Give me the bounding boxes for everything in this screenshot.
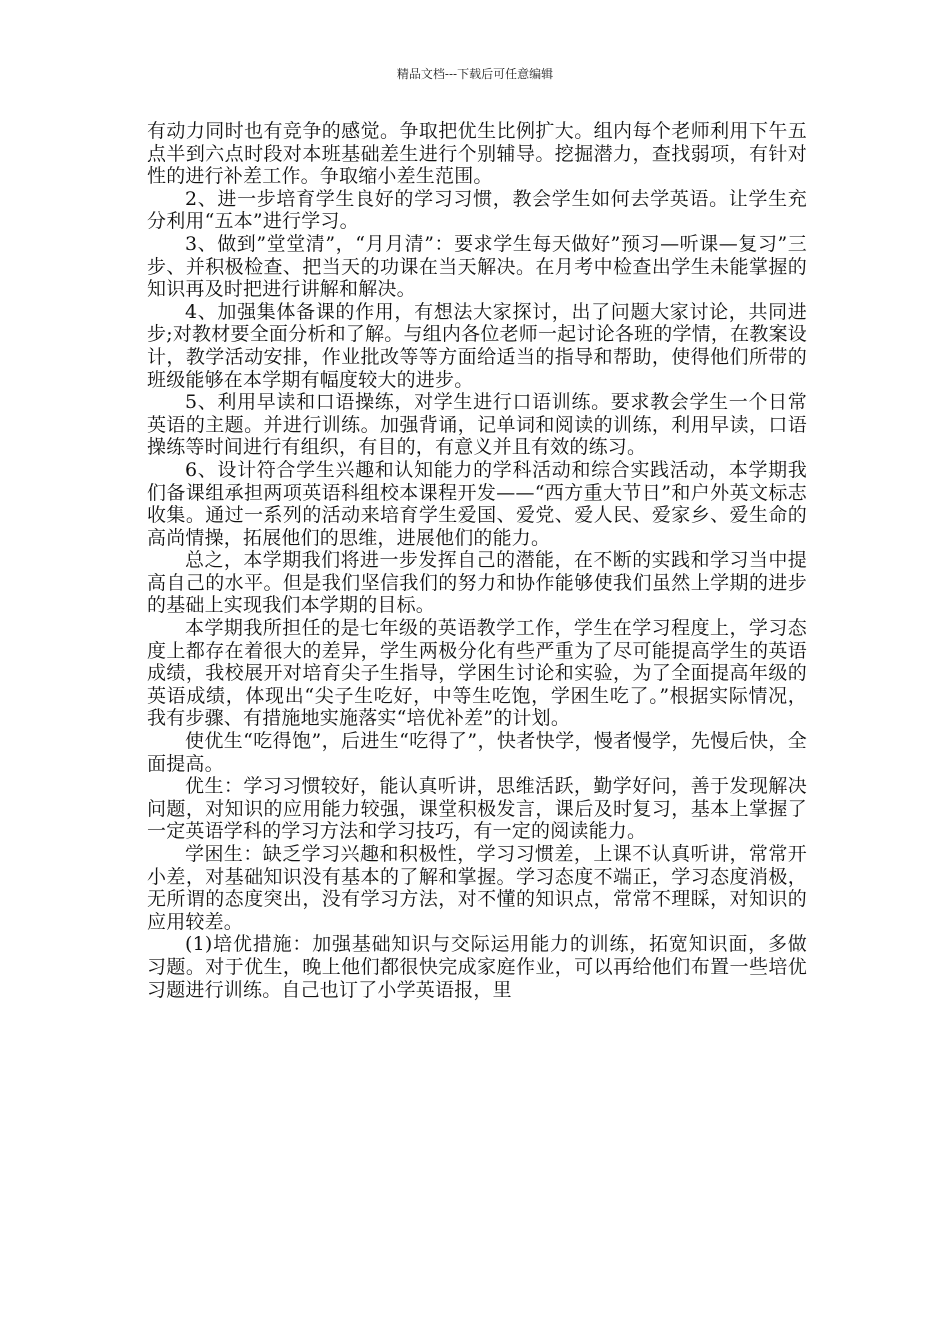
paragraph-2: 2、进一步培育学生良好的学习习惯，教会学生如何去学英语。让学生充分利用“五本”进行学习。 [147, 187, 807, 233]
paragraph-3: 3、做到”堂堂清”，“月月清”：要求学生每天做好”预习—听课—复习”三步、并积极检查、把当天的功课在当天解决。在月考中检查出学生未能掌握的知识再及时把进行讲解和解决。 [147, 232, 807, 301]
document-body [147, 120, 807, 1001]
page-header: 精品文档---下载后可任意编辑 [396, 67, 554, 81]
paragraph-10: 优生：学习习惯较好，能认真听讲，思维活跃，勤学好问，善于发现解决问题，对知识的应用能力较强，课堂积极发言，课后及时复习，基本上掌握了一定英语学科的学习方法和学习技巧，有一定的阅读能力。 [147, 775, 807, 843]
paragraph-4: 4、加强集体备课的作用，有想法大家探讨，出了问题大家讨论，共同进步;对教材要全面分析和了解。与组内各位老师一起讨论各班的学情，在教案设计，教学活动安排，作业批改等等方面给适当的指导和帮助，使得他们所带的班级能够在本学期有幅度较大的进步。 [147, 300, 807, 391]
paragraph-6: 6、设计符合学生兴趣和认知能力的学科活动和综合实践活动，本学期我们备课组承担两项英语科组校本课程开发——“西方重大节日”和户外英文标志收集。通过一系列的活动来培育学生爱国、爱党、爱人民、爱家乡、爱生命的高尚情操，拓展他们的思维，进展他们的能力。 [147, 458, 807, 549]
paragraph-11: 学困生：缺乏学习兴趣和积极性，学习习惯差，上课不认真听讲，常常开小差，对基础知识没有基本的了解和掌握。学习态度不端正，学习态度消极，无所谓的态度突出，没有学习方法，对不懂的知识点，常常不理睬，对知识的应用较差。 [147, 843, 807, 933]
paragraph-7: 总之，本学期我们将进一步发挥自己的潜能，在不断的实践和学习当中提高自己的水平。但是我们坚信我们的努力和协作能够使我们虽然上学期的进步的基础上实现我们本学期的目标。 [147, 549, 807, 617]
paragraph-5: 5、利用早读和口语操练，对学生进行口语训练。要求教会学生一个日常英语的主题。并进行训练。加强背诵，记单词和阅读的训练，利用早读，口语操练等时间进行有组织，有目的，有意义并且有效的练习。 [147, 391, 807, 459]
paragraph-1: 有动力同时也有竞争的感觉。争取把优生比例扩大。组内每个老师利用下午五点半到六点时段对本班基础差生进行个别辅导。挖掘潜力，查找弱项，有针对性的进行补差工作。争取缩小差生范围。 [147, 120, 807, 188]
paragraph-9: 使优生“吃得饱”，后进生“吃得了”，快者快学，慢者慢学，先慢后快，全面提高。 [147, 730, 807, 775]
paragraph-12: (1)培优措施：加强基础知识与交际运用能力的训练，拓宽知识面，多做习题。对于优生，晚上他们都很快完成家庭作业，可以再给他们布置一些培优习题进行训练。自己也订了小学英语报，里 [147, 933, 807, 1001]
paragraph-8: 本学期我所担任的是七年级的英语教学工作，学生在学习程度上，学习态度上都存在着很大的差异，学生两极分化有些严重为了尽可能提高学生的英语成绩，我校展开对培育尖子生指导，学困生讨论和实验，为了全面提高年级的英语成绩，体现出“尖子生吃好，中等生吃饱，学困生吃了。”根据实际情况，我有步骤、有措施地实施落实“培优补差”的计划。 [147, 617, 807, 730]
